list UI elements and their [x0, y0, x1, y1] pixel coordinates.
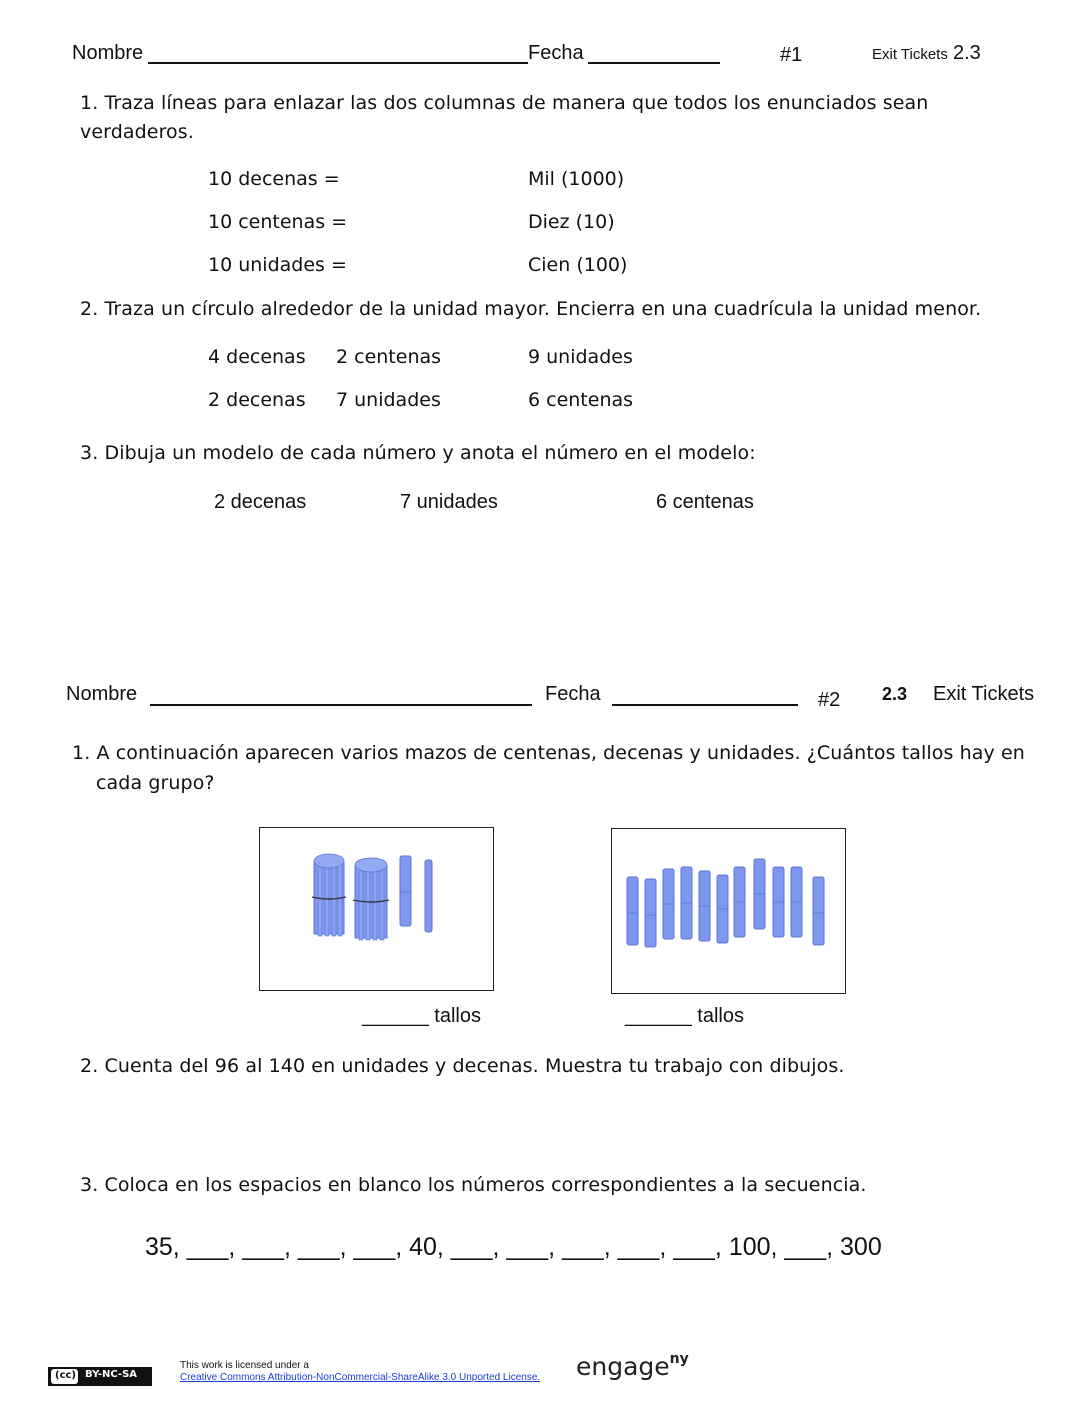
- license-link[interactable]: Creative Commons Attribution-NonCommercial-ShareAlike 3.0 Unported License.: [180, 1372, 541, 1383]
- nombre-blank[interactable]: [148, 62, 528, 64]
- cc-badge-text: BY-NC-SA: [85, 1369, 138, 1380]
- ticket-title: Exit Tickets: [933, 683, 1035, 705]
- single-stick: [400, 856, 411, 926]
- stick-bundle-image-left: [259, 827, 494, 991]
- ticket-number: #2: [818, 689, 841, 711]
- stick-bundles-drawing: [260, 828, 493, 990]
- ticket-title-prefix: Exit Tickets: [872, 46, 948, 63]
- ticket-number: #1: [780, 44, 803, 66]
- ten-stick-bundle: [353, 858, 389, 940]
- nombre-label: Nombre: [72, 42, 144, 64]
- ticket-title-num: 2.3: [882, 684, 908, 704]
- match-right-item: Mil (1000): [528, 168, 625, 190]
- match-right-item: Cien (100): [528, 254, 628, 276]
- match-left-item: 10 centenas =: [208, 211, 348, 233]
- engageny-logo-sup: ny: [669, 1351, 689, 1367]
- single-stick: [627, 877, 638, 945]
- ticket-title: [872, 42, 981, 65]
- ticket-title-num: 2.3: [952, 42, 981, 64]
- ten-stick-bundle: [312, 854, 346, 936]
- cc-icon: (cc): [51, 1369, 78, 1384]
- unit-item: 6 centenas: [528, 389, 634, 411]
- fecha-label: Fecha: [528, 42, 584, 64]
- fecha-blank[interactable]: [588, 62, 720, 64]
- unit-item: 2 centenas: [336, 346, 442, 368]
- tallos-answer-left[interactable]: ______ tallos: [362, 1005, 481, 1027]
- single-stick: [813, 877, 824, 945]
- single-stick: [645, 879, 656, 947]
- q1-prompt-line2: verdaderos.: [80, 121, 194, 143]
- license-line: This work is licensed under a: [180, 1360, 309, 1371]
- unit-item: 9 unidades: [528, 346, 633, 368]
- stick-bundle-image-right: [611, 828, 846, 994]
- unit-item: 2 decenas: [208, 389, 306, 411]
- nombre-label: Nombre: [66, 683, 138, 705]
- match-left-item: 10 decenas =: [208, 168, 340, 190]
- q2-prompt: 2. Cuenta del 96 al 140 en unidades y decenas. Muestra tu trabajo con dibujos.: [80, 1055, 845, 1077]
- match-right-item: Diez (10): [528, 211, 615, 233]
- engageny-logo: [576, 1352, 689, 1381]
- q1-prompt-line1: 1. Traza líneas para enlazar las dos columnas de manera que todos los enunciados sean: [80, 92, 929, 114]
- fecha-blank[interactable]: [612, 704, 798, 706]
- tallos-answer-right[interactable]: ______ tallos: [625, 1005, 744, 1027]
- cc-license-badge[interactable]: [48, 1367, 152, 1386]
- single-stick: [425, 860, 432, 932]
- engageny-logo-text: engage: [576, 1352, 670, 1381]
- nombre-blank[interactable]: [150, 704, 532, 706]
- q2-prompt: 2. Traza un círculo alrededor de la unidad mayor. Encierra en una cuadrícula la unidad menor.: [80, 298, 982, 320]
- q3-prompt: 3. Dibuja un modelo de cada número y anota el número en el modelo:: [80, 442, 756, 464]
- unit-item: 7 unidades: [336, 389, 441, 411]
- fecha-label: Fecha: [545, 683, 601, 705]
- number-sequence[interactable]: 35, ___, ___, ___, ___, 40, ___, ___, ___, ___, ___, 100, ___, 300: [145, 1233, 882, 1261]
- q3-prompt: 3. Coloca en los espacios en blanco los números correspondientes a la secuencia.: [80, 1174, 867, 1196]
- unit-item: 4 decenas: [208, 346, 306, 368]
- model-item: 6 centenas: [656, 491, 754, 513]
- q1-prompt-line1: 1. A continuación aparecen varios mazos de centenas, decenas y unidades. ¿Cuántos tallos hay en: [72, 742, 1025, 764]
- q1-prompt-line2: cada grupo?: [96, 772, 215, 794]
- single-sticks-drawing: [612, 829, 845, 993]
- match-left-item: 10 unidades =: [208, 254, 347, 276]
- model-item: 2 decenas: [214, 491, 307, 513]
- model-item: 7 unidades: [400, 491, 498, 513]
